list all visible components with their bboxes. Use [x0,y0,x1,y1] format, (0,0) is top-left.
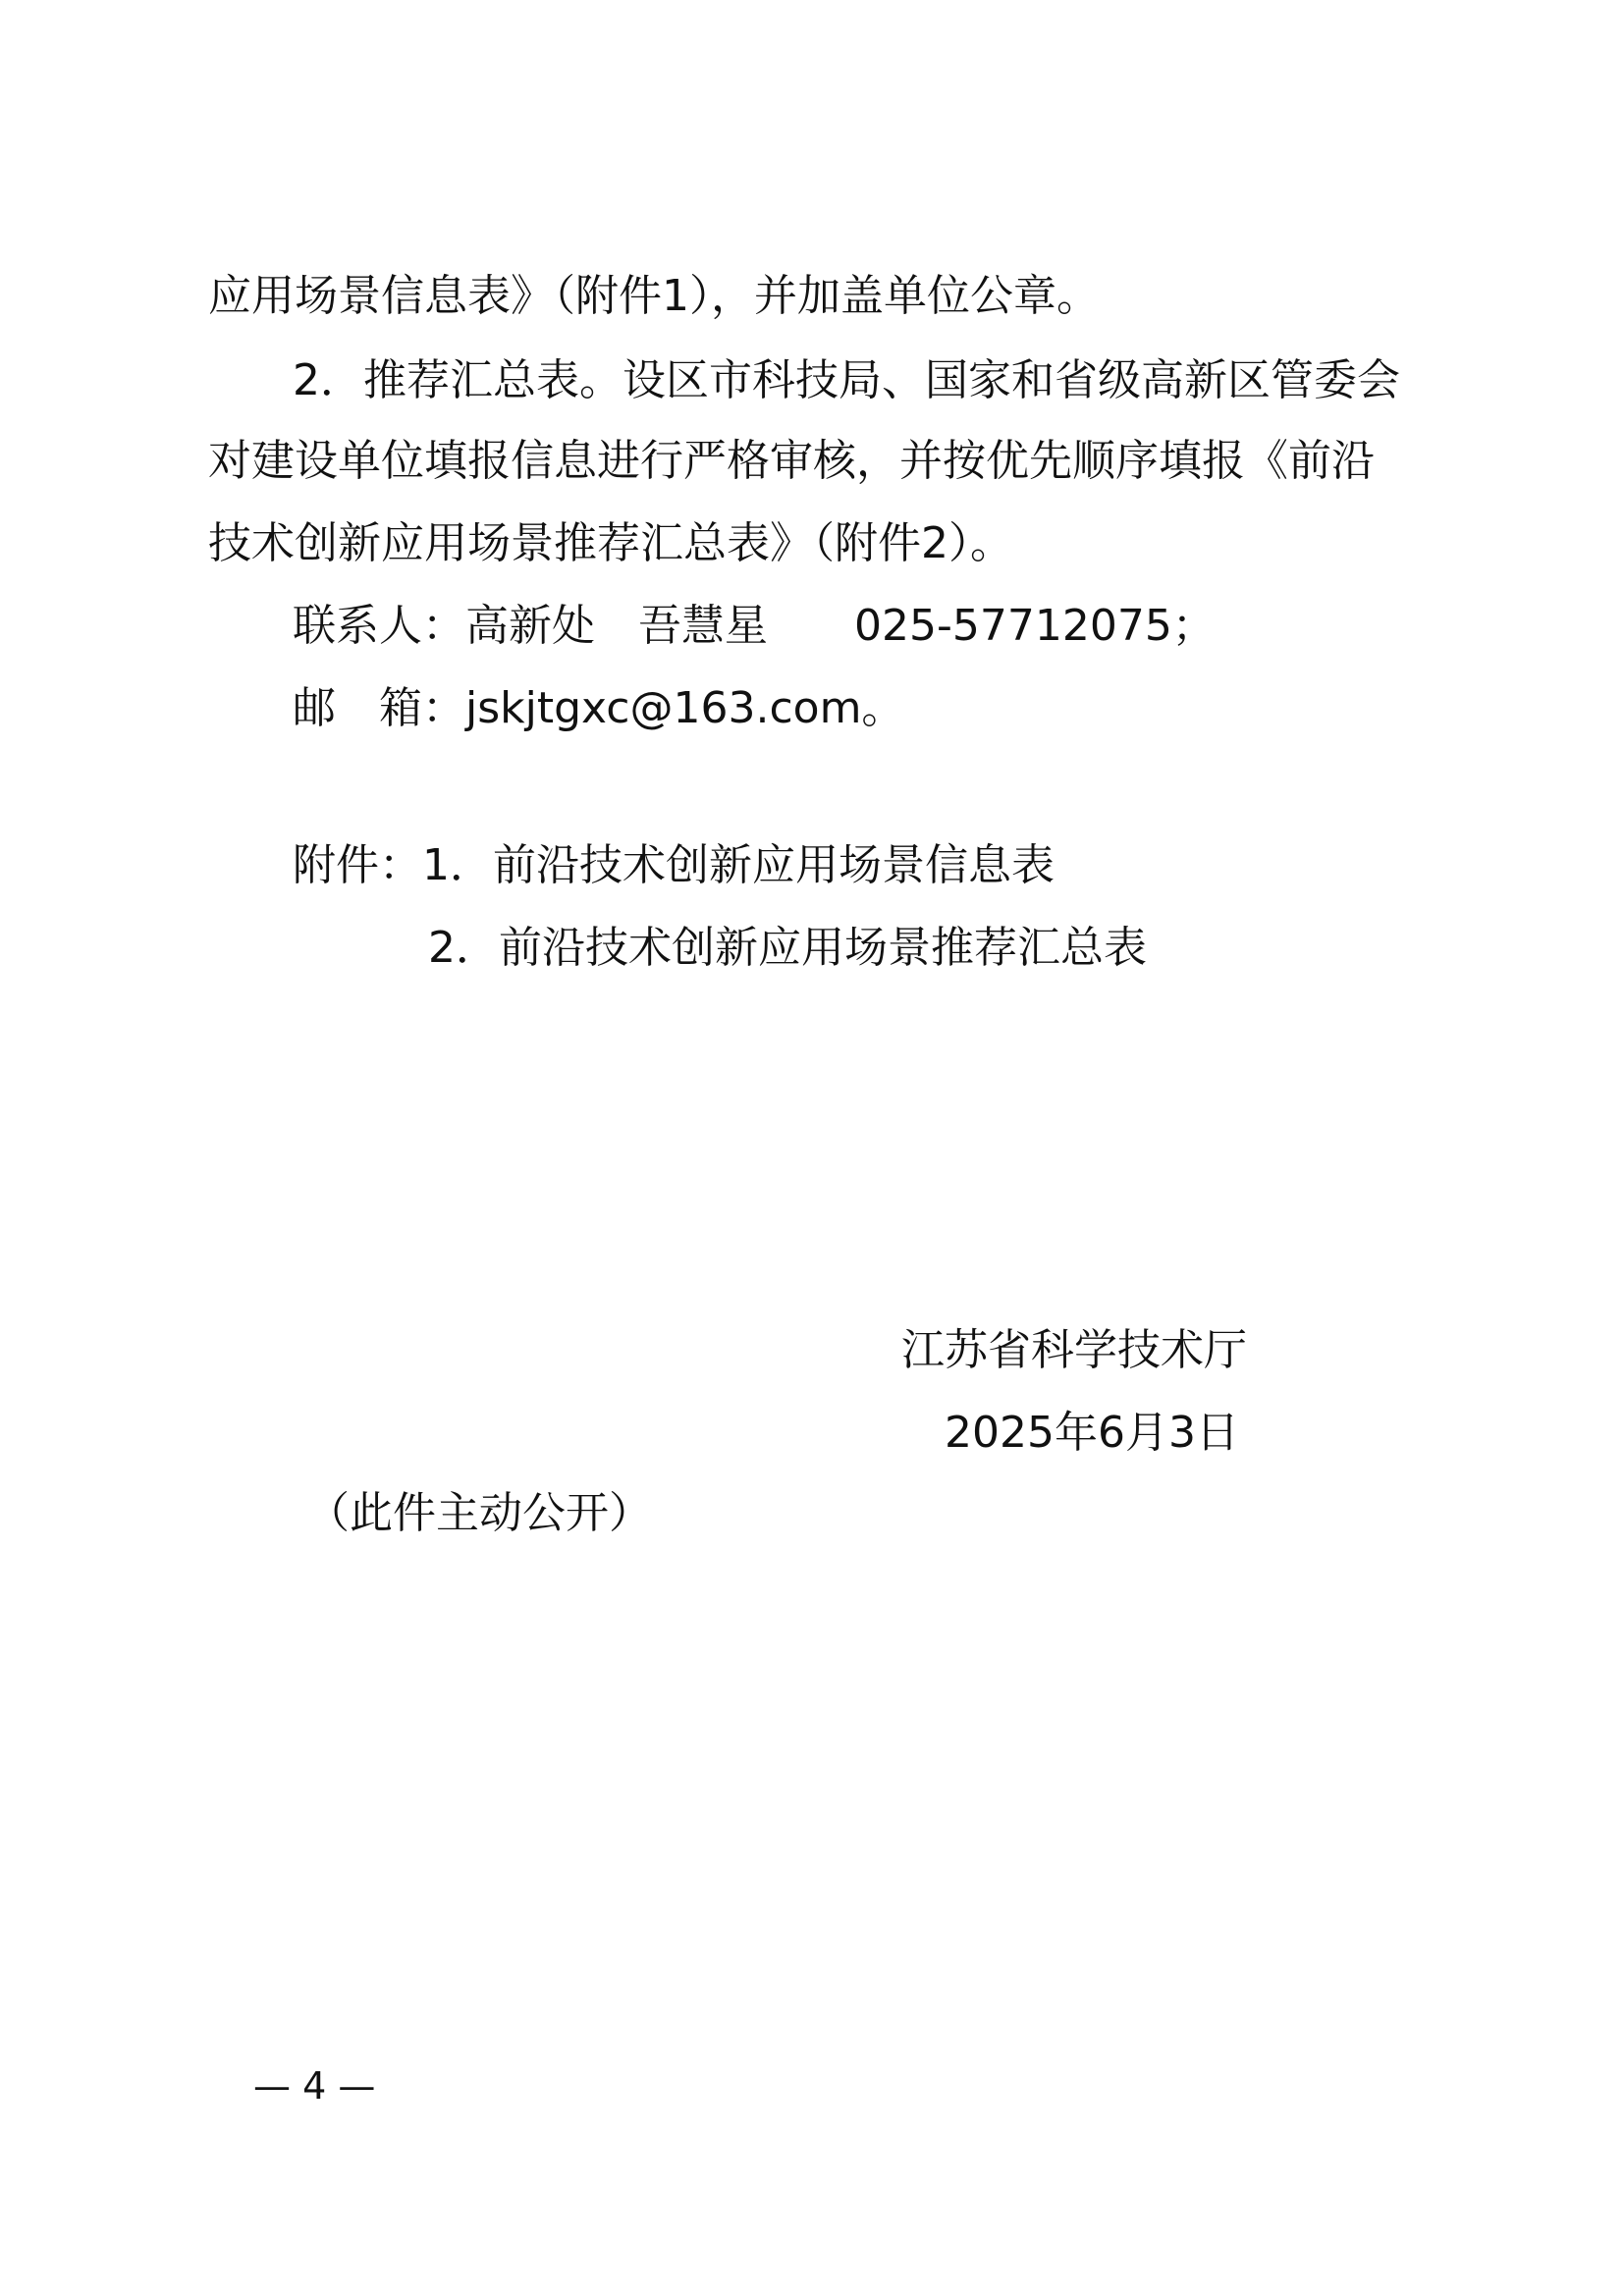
page-number: — 4 — [253,2064,376,2108]
signature-date: 2025年6月3日 [945,1408,1239,1458]
body-line-3: 对建设单位填报信息进行严格审核，并按优先顺序填报《前沿 [208,436,1375,486]
body-line-2: 2．推荐汇总表。设区市科技局、国家和省级高新区管委会 [293,355,1400,405]
attachment-item-2: 2．前沿技术创新应用场景推荐汇总表 [428,923,1147,973]
contact-email-line: 邮 箱：jskjtgxc@163.com。 [293,683,905,733]
disclosure-note: （此件主动公开） [306,1488,652,1538]
signature-organization: 江苏省科学技术厅 [901,1325,1247,1375]
contact-person-line: 联系人：高新处 吾慧星 025-57712075； [293,601,1216,651]
attachment-item-1: 附件：1．前沿技术创新应用场景信息表 [293,840,1055,890]
body-line-4: 技术创新应用场景推荐汇总表》（附件2）。 [208,518,1013,568]
body-line-1: 应用场景信息表》（附件1），并加盖单位公章。 [208,271,1100,321]
